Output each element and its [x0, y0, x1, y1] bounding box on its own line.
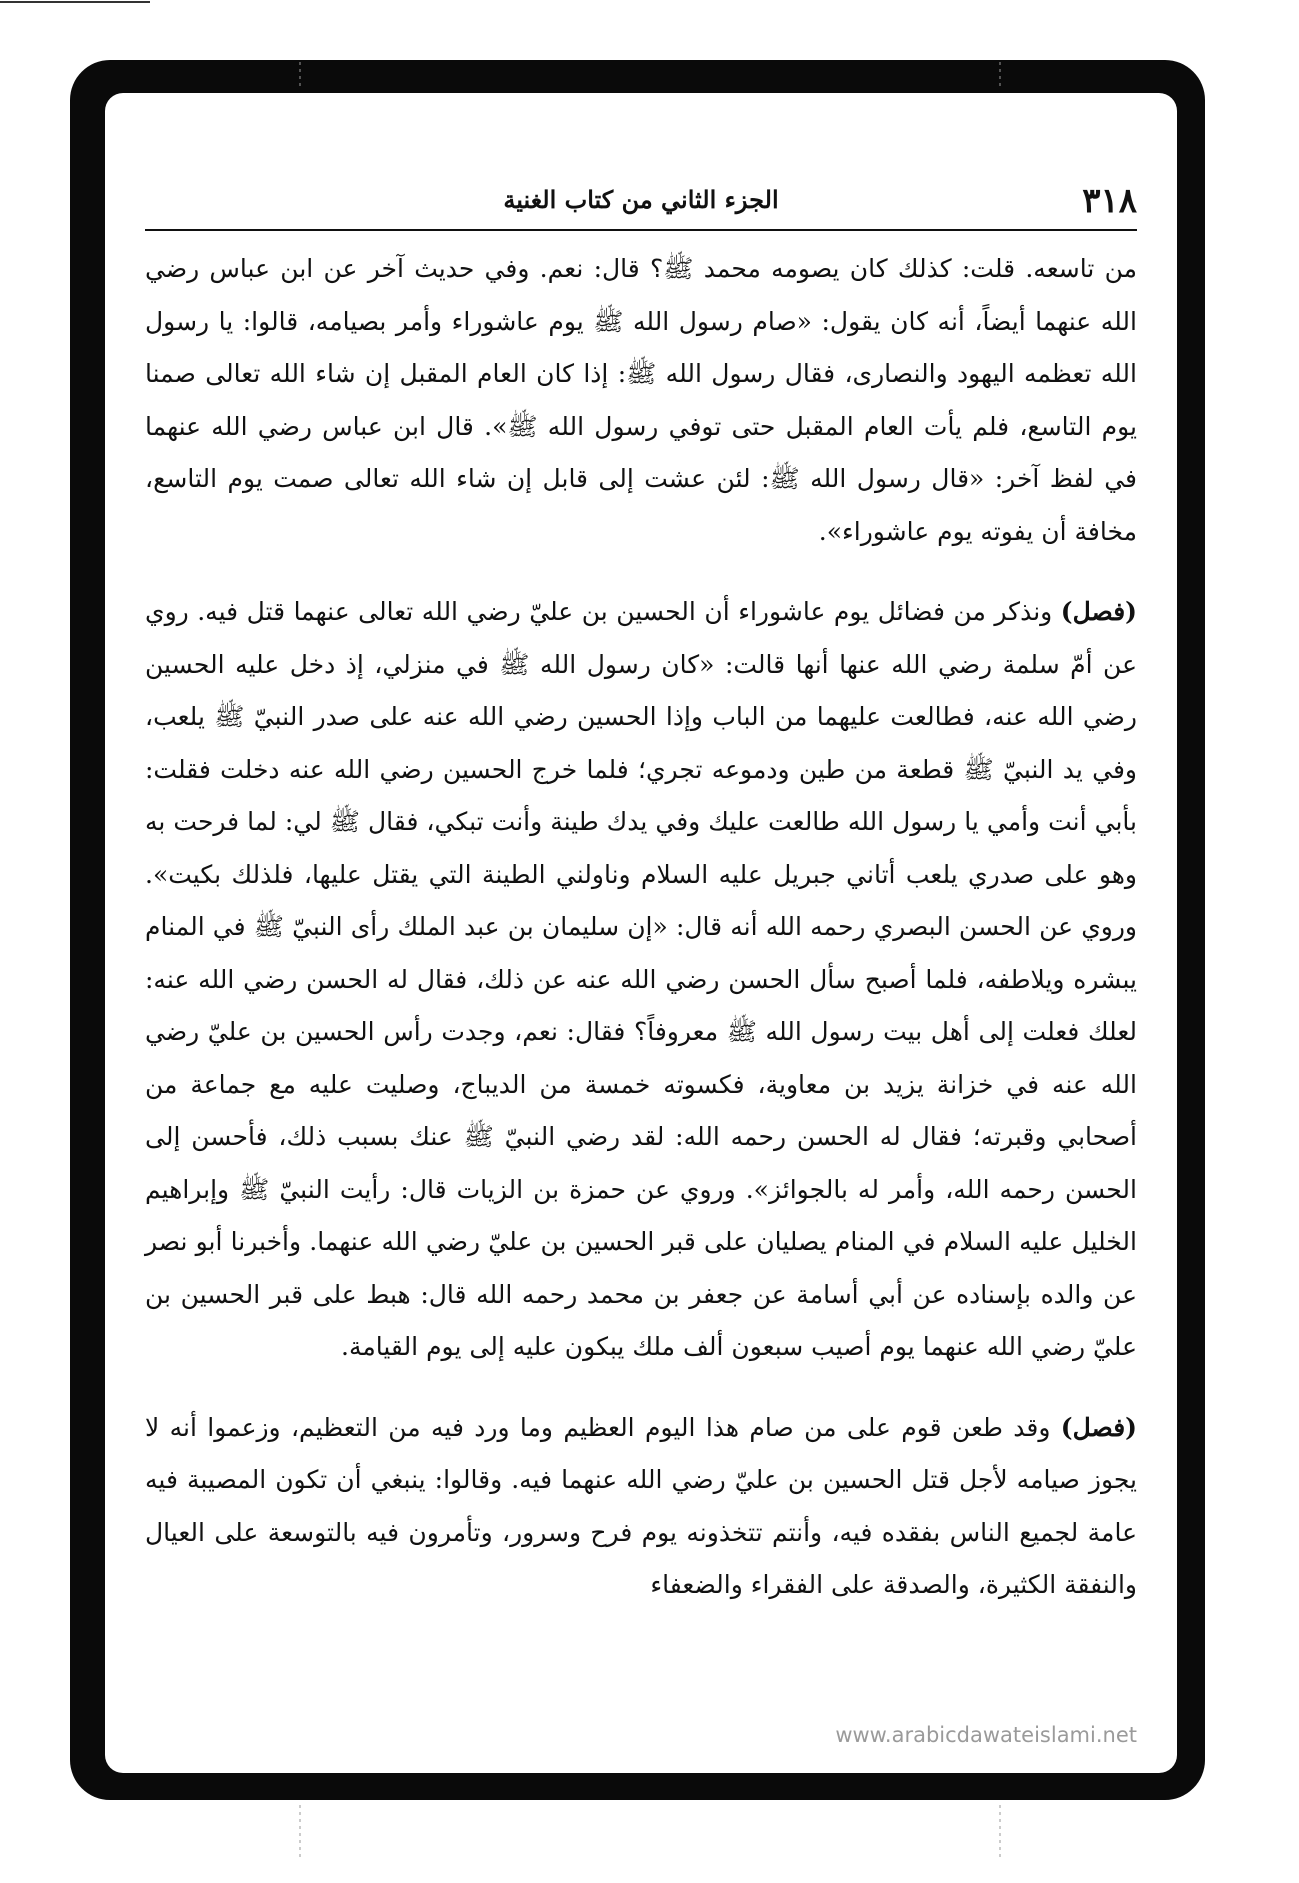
paragraph-text: ونذكر من فضائل يوم عاشوراء أن الحسين بن عليّ رضي الله تعالى عنهما قتل فيه. روي عن أمّ سلمة رضي الله عنها أنها قالت: «كان رسول الله ﷺ في منزلي، إذ دخل عليه الحسين رضي الله عنه، فطالعت عليهما من الباب وإذا الحسين رضي الله عنه على صدر النبيّ ﷺ يلعب، وفي يد النبيّ ﷺ قطعة من طين ودموعه تجري؛ فلما خرج الحسين رضي الله عنه دخلت فقلت: بأبي أنت وأمي يا رسول الله طالعت عليك وفي يدك طينة وأنت تبكي، فقال ﷺ لي: لما فرحت به وهو على صدري يلعب أتاني جبريل عليه السلام وناولني الطينة التي يقتل عليها، فلذلك بكيت». وروي عن الحسن البصري رحمه الله أنه قال: «إن سليمان بن عبد الملك رأى النبيّ ﷺ في المنام يبشره ويلاطفه، فلما أصبح سأل الحسن رضي الله عنه عن ذلك، فقال له الحسن رضي الله عنه: لعلك فعلت إلى أهل بيت رسول الله ﷺ معروفاً؟ فقال: نعم، وجدت رأس الحسين بن عليّ رضي الله عنه في خزانة يزيد بن معاوية، فكسوته خمسة من الديباج، وصليت عليه مع جماعة من أصحابي وقبرته؛ فقال له الحسن رحمه الله: لقد رضي النبيّ ﷺ عنك بسبب ذلك، فأحسن إلى الحسن رحمه الله، وأمر له بالجوائز». وروي عن حمزة بن الزيات قال: رأيت النبيّ ﷺ وإبراهيم الخليل عليه السلام في المنام يصليان على قبر الحسين بن عليّ رضي الله عنهما. وأخبرنا أبو نصر عن والده بإسناده عن أبي أسامة عن جعفر بن محمد رحمه الله قال: هبط على قبر الحسين بن عليّ رضي الله عنهما يوم أصيب سبعون ألف ملك يبكون عليه إلى يوم القيامة.: [145, 597, 1137, 1361]
paragraph-text: وقد طعن قوم على من صام هذا اليوم العظيم وما ورد فيه من التعظيم، وزعموا أنه لا يجوز صيامه لأجل قتل الحسين بن عليّ رضي الله عنهما فيه. وقالوا: ينبغي أن تكون المصيبة فيه عامة لجميع الناس بفقده فيه، وأنتم تتخذونه يوم فرح وسرور، وتأمرون فيه بالتوسعة على العيال والنفقة الكثيرة، والصدقة على الفقراء والضعفاء: [145, 1412, 1137, 1599]
watermark: www.arabicdawateislami.net: [835, 1723, 1137, 1747]
running-title: الجزء الثاني من كتاب الغنية: [503, 185, 779, 214]
paragraph-text: من تاسعه. قلت: كذلك كان يصومه محمد ﷺ؟ قال: نعم. وفي حديث آخر عن ابن عباس رضي الله عنهما أيضاً، أنه كان يقول: «صام رسول الله ﷺ يوم عاشوراء وأمر بصيامه، قالوا: يا رسول الله تعظمه اليهود والنصارى، فقال رسول الله ﷺ: إذا كان العام المقبل إن شاء الله تعالى صمنا يوم التاسع، فلم يأت العام المقبل حتى توفي رسول الله ﷺ». قال ابن عباس رضي الله عنهما في لفظ آخر: «قال رسول الله ﷺ: لئن عشت إلى قابل إن شاء الله تعالى صمت يوم التاسع، مخافة أن يفوته يوم عاشوراء».: [145, 254, 1137, 546]
section-lead: (فصل): [1060, 1412, 1137, 1442]
section-lead: (فصل): [1060, 597, 1137, 626]
page-number: ٣١٨: [1082, 181, 1137, 221]
